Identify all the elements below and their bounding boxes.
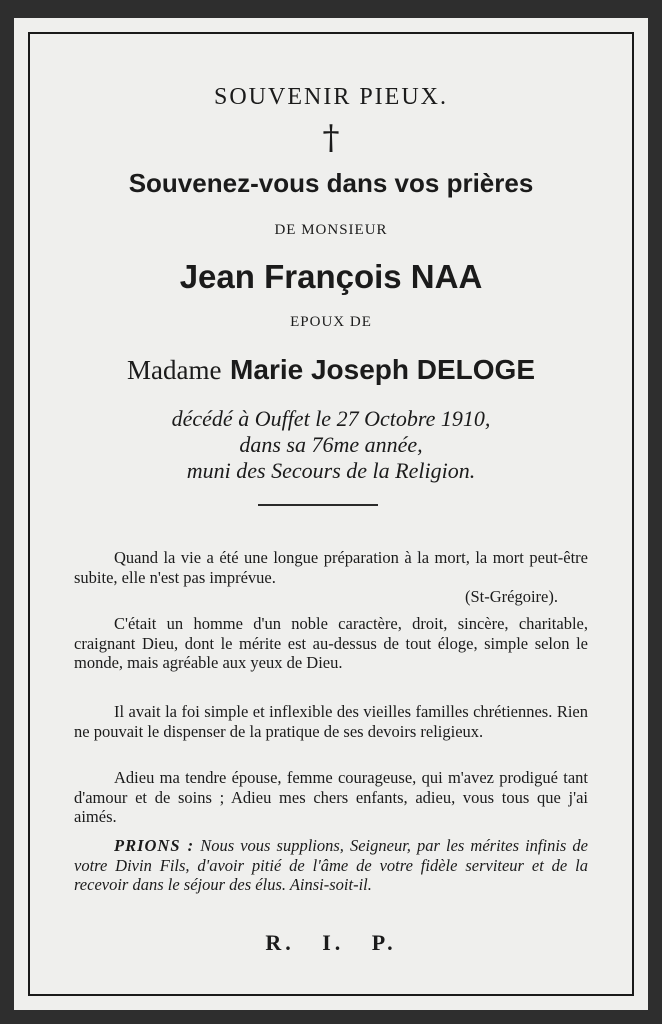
label-epoux-de: EPOUX DE [290,314,372,330]
death-age-line: dans sa 76me année, [239,432,423,457]
faith-text: Il avait la foi simple et inflexible des vieilles familles chrétiennes. Rien ne pouvait le dispenser de la pratique de ses devoirs religieux. [74,702,588,741]
death-details [14,406,648,484]
memorial-card [14,18,648,1010]
heading-souvenir-pieux: SOUVENIR PIEUX. [214,84,448,110]
heading-prayers: Souvenez-vous dans vos prières [128,168,534,198]
farewell-paragraph [74,768,588,827]
spouse-title: Madame [126,355,222,385]
quote-citation: (St-Grégoire). [464,587,558,606]
quote-paragraph [74,548,588,607]
deceased-name: Jean François NAA [179,258,483,295]
character-text: C'était un homme d'un noble caractère, droit, sincère, charitable, craignant Dieu, dont le mérite est au-dessus de tout éloge, simple selon le monde, mais agréable aux yeux de Dieu. [74,614,588,672]
prayer-lead: PRIONS : [114,836,195,855]
spouse-line [14,354,648,386]
character-paragraph [74,614,588,673]
quote-text: Quand la vie a été une longue préparation à la mort, la mort peut-être subite, elle n'est pas imprévue. [74,548,588,587]
label-de-monsieur: DE MONSIEUR [274,222,388,238]
farewell-text: Adieu ma tendre épouse, femme courageuse, qui m'avez prodigué tant d'amour et de soins ; Adieu mes chers enfants, adieu, vous tous que j'ai aimés. [74,768,588,826]
faith-paragraph [74,702,588,741]
prayer-paragraph [74,836,588,895]
spouse-name: Marie Joseph DELOGE [230,354,536,385]
death-date-line: décédé à Ouffet le 27 Octobre 1910, [171,406,491,431]
sacraments-line: muni des Secours de la Religion. [186,458,476,483]
divider-rule [258,504,378,506]
cross-icon: † [322,118,340,158]
rip-footer: R. I. P. [265,930,397,955]
prayer-text: Nous vous supplions, Seigneur, par les mérites infinis de votre Divin Fils, d'avoir pitié de l'âme de votre fidèle serviteur et de la recevoir dans le séjour des élus. Ainsi-soit-il. [74,836,588,894]
